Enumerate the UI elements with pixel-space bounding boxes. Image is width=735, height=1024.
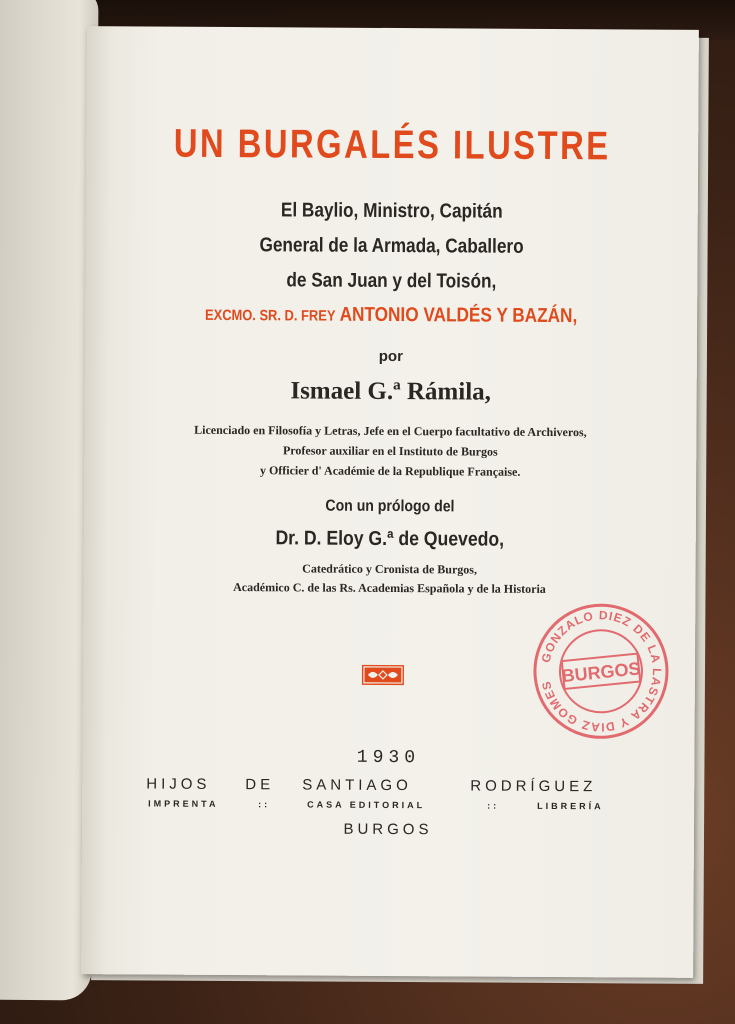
publisher-word-4: RODRÍGUEZ — [470, 777, 597, 796]
publisher-city: BURGOS — [343, 820, 433, 839]
author-title-2: Profesor auxiliar en el Instituto de Burgos — [282, 443, 498, 459]
author-title-1: Licenciado en Filosofía y Letras, Jefe en el Cuerpo facultativo de Archiveros, — [194, 422, 587, 440]
library-stamp — [524, 595, 677, 748]
honoree-line — [128, 302, 654, 328]
role-imprenta: IMPRENTA — [148, 798, 219, 809]
author-name: Ismael G.ª Rámila, — [290, 377, 492, 406]
subtitle-line-2: General de la Armada, Caballero — [259, 234, 524, 258]
ornament-icon — [362, 665, 404, 685]
role-separator-2: :: — [487, 800, 500, 811]
publisher-word-3: SANTIAGO — [302, 776, 412, 795]
author-title-3: y Officier d' Académie de la Republique Française. — [259, 463, 521, 479]
title-page — [81, 26, 699, 978]
role-separator-1: :: — [258, 799, 271, 810]
role-libreria: LIBRERÍA — [537, 800, 604, 812]
honoree-prefix: EXCMO. SR. D. FREY — [204, 306, 336, 325]
prologue-intro: Con un prólogo del — [325, 497, 455, 516]
publication-year: 1930 — [356, 747, 421, 769]
subtitle-line-3: de San Juan y del Toisón, — [286, 269, 497, 293]
prologue-author: Dr. D. Eloy G.ª de Quevedo, — [275, 527, 505, 551]
honoree-name: ANTONIO VALDÉS Y BAZÁN, — [339, 303, 578, 328]
stamp-center-text: BURGOS — [560, 658, 642, 687]
publisher-word-1: HIJOS — [146, 775, 211, 793]
publisher-word-2: DE — [245, 776, 275, 794]
subtitle-line-1: El Baylio, Ministro, Capitán — [280, 199, 503, 223]
book-title: UN BURGALÉS ILUSTRE — [173, 121, 611, 169]
role-casa-editorial: CASA EDITORIAL — [307, 799, 426, 811]
por-label: por — [378, 347, 404, 366]
stamp-ring-text: GONZALO DIEZ DE LA LASTRA Y DIAZ GOMES — [538, 608, 665, 735]
prologue-title-1: Catedrático y Cronista de Burgos, — [302, 561, 478, 577]
prologue-title-2: Académico C. de las Rs. Academias Española y de la Historia — [233, 580, 546, 596]
